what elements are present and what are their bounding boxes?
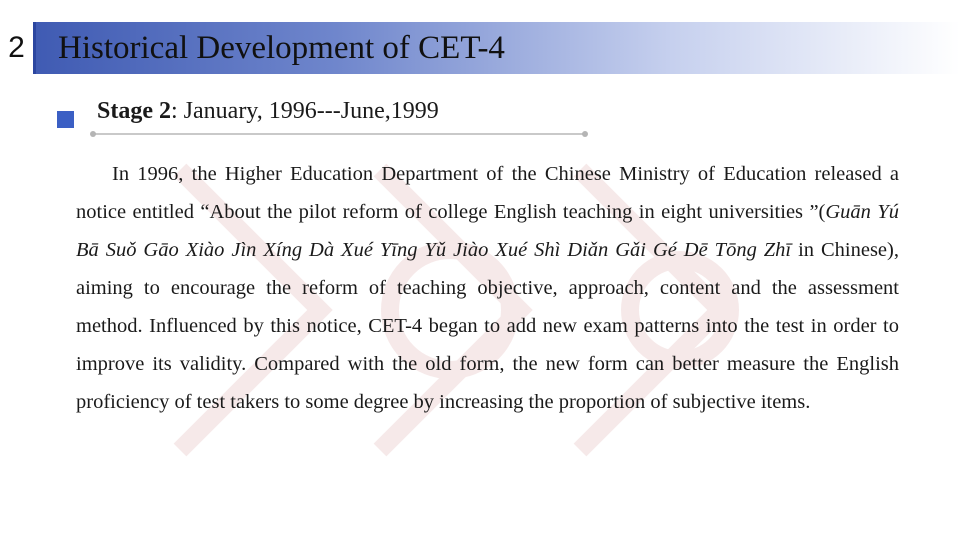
body-text-part2: in Chinese), aiming to encourage the reform of teaching objective, approach, content and the assessment method. Influenced by this notice, CET-4 began to add new exam patterns into the test in order to improve its validity. Compared with the old form, the new form can better measure the English proficiency of test takers to some degree by increasing the proportion of subjective items. [76,239,899,413]
body-paragraph [76,155,899,421]
stage-heading [97,98,439,125]
pinyin-title: Guān Yú Bā Suǒ Gāo Xiào Jìn Xíng Dà Xué Yīng Yǔ Jiào Xué Shì Diǎn Gǎi Gé Dē Tōng Zhī [76,201,899,261]
divider-dot-right [582,131,588,137]
bullet-square-icon [57,111,74,128]
heading-divider [92,133,586,135]
divider-dot-left [90,131,96,137]
slide-number: 2 [0,22,36,74]
stage-label: Stage 2 [97,98,171,124]
body-text-part1: In 1996, the Higher Education Department of the Chinese Ministry of Education released a notice entitled “About the pilot reform of college English teaching in eight universities ”( [76,163,899,223]
slide-title: Historical Development of CET-4 [58,30,505,66]
stage-period: : January, 1996---June,1999 [171,98,439,124]
